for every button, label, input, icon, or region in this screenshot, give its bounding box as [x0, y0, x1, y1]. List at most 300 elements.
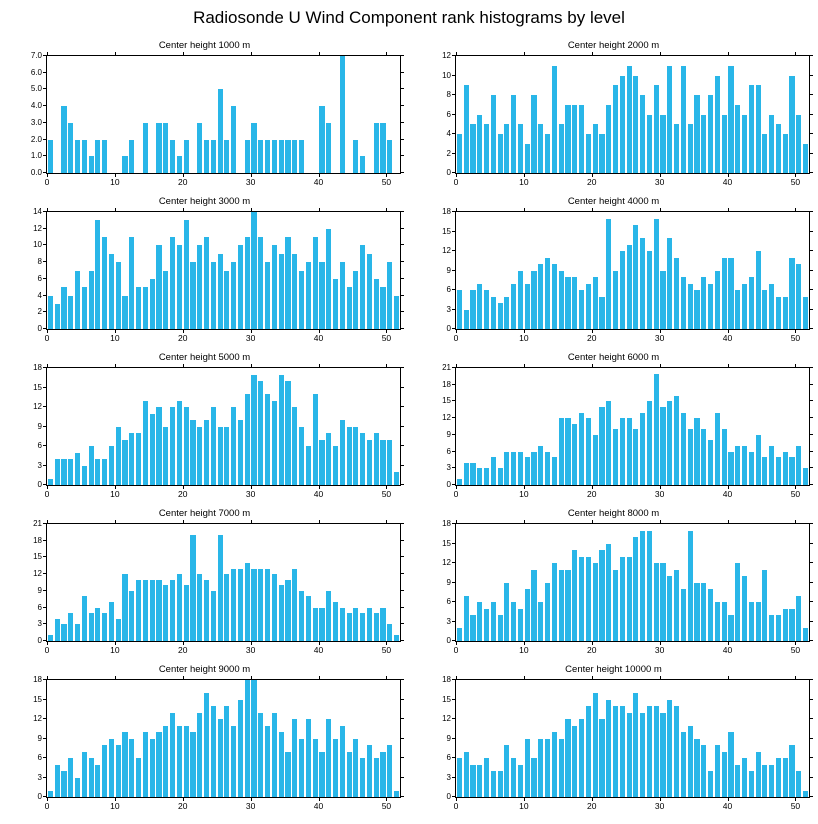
- x-axis-tick-label: 30: [245, 489, 256, 499]
- x-axis-tick-mark: [319, 364, 320, 368]
- histogram-bar: [756, 435, 761, 485]
- x-axis-tick-mark: [524, 208, 525, 212]
- histogram-bar: [803, 628, 808, 641]
- histogram-bar: [387, 262, 392, 329]
- histogram-bar: [251, 123, 256, 173]
- histogram-bar: [109, 602, 114, 641]
- histogram-bar: [116, 427, 121, 486]
- histogram-bar: [565, 277, 570, 329]
- histogram-bar: [525, 589, 530, 641]
- histogram-bar: [285, 752, 290, 798]
- histogram-bar: [722, 115, 727, 174]
- chart-panel: [0, 508, 409, 664]
- histogram-bar: [620, 76, 625, 174]
- histogram-bar: [95, 765, 100, 798]
- histogram-bar: [633, 693, 638, 797]
- histogram-bar: [728, 732, 733, 797]
- histogram-bar: [694, 95, 699, 173]
- histogram-bar: [660, 713, 665, 798]
- histogram-bar: [728, 452, 733, 485]
- x-axis-tick-mark: [524, 52, 525, 56]
- histogram-bar: [245, 563, 250, 641]
- y-axis-tick-label: 21: [442, 363, 451, 372]
- y-axis-tick-mark: [43, 573, 47, 574]
- histogram-bar: [238, 245, 243, 329]
- histogram-bar: [572, 277, 577, 329]
- x-axis-tick-mark: [592, 364, 593, 368]
- y-axis-tick-label: 0: [446, 324, 451, 333]
- y-axis-tick-mark: [809, 384, 813, 385]
- y-axis-tick-label: 15: [33, 694, 42, 704]
- y-axis-tick-mark: [809, 467, 813, 468]
- y-axis-tick-mark: [400, 590, 404, 591]
- histogram-bar: [525, 457, 530, 485]
- histogram-bar: [258, 569, 263, 641]
- histogram-bar: [613, 429, 618, 485]
- histogram-bar: [279, 140, 284, 173]
- x-axis-tick-label: 0: [44, 645, 50, 655]
- y-axis-tick-label: 0: [37, 480, 42, 489]
- histogram-bar: [150, 414, 155, 486]
- histogram-bar: [708, 440, 713, 485]
- x-axis-tick-mark: [319, 520, 320, 524]
- histogram-bar: [674, 570, 679, 642]
- x-axis-tick-mark: [251, 520, 252, 524]
- y-axis-tick-mark: [400, 738, 404, 739]
- histogram-bar: [735, 105, 740, 173]
- histogram-bar: [735, 563, 740, 641]
- histogram-bar: [803, 791, 808, 798]
- histogram-bar: [776, 758, 781, 797]
- histogram-bar: [599, 719, 604, 797]
- histogram-bar: [491, 771, 496, 797]
- histogram-bar: [265, 140, 270, 173]
- histogram-bar: [353, 140, 358, 173]
- histogram-bar: [313, 394, 318, 485]
- y-axis-tick-label: 5.0: [30, 84, 42, 94]
- histogram-bar: [360, 758, 365, 797]
- histogram-bar: [319, 608, 324, 641]
- chart-panel: [0, 40, 409, 196]
- histogram-bar: [477, 115, 482, 174]
- histogram-bar: [170, 713, 175, 798]
- y-axis-tick-mark: [43, 122, 47, 123]
- histogram-bar: [660, 407, 665, 485]
- histogram-bar: [292, 719, 297, 797]
- histogram-bar: [102, 140, 107, 173]
- x-axis-tick-label: 0: [453, 801, 459, 811]
- y-axis-tick-label: 6: [37, 441, 42, 451]
- panel-title: Center height 6000 m: [567, 352, 660, 363]
- x-axis-tick-label: 0: [44, 177, 50, 187]
- histogram-bar: [258, 381, 263, 485]
- histogram-bar: [197, 574, 202, 641]
- histogram-bar: [61, 459, 66, 485]
- histogram-bar: [484, 290, 489, 329]
- histogram-bar: [783, 452, 788, 485]
- x-axis-tick-label: 50: [790, 645, 801, 655]
- y-axis-tick-mark: [809, 211, 813, 212]
- y-axis-tick-mark: [43, 311, 47, 312]
- histogram-bar: [218, 89, 223, 173]
- panel-title: Center height 4000 m: [567, 196, 660, 207]
- histogram-bar: [48, 635, 53, 641]
- y-axis-tick-mark: [809, 400, 813, 401]
- histogram-bar: [667, 401, 672, 485]
- histogram-bar: [470, 615, 475, 641]
- y-axis-tick-label: 0: [446, 168, 451, 177]
- histogram-bar: [640, 531, 645, 642]
- histogram-bar: [190, 420, 195, 485]
- x-axis-tick-mark: [660, 52, 661, 56]
- x-axis-tick-mark: [47, 364, 48, 368]
- x-axis-tick-label: 40: [722, 645, 733, 655]
- histogram-bar: [586, 284, 591, 330]
- histogram-bar: [170, 237, 175, 329]
- histogram-bar: [109, 739, 114, 798]
- plot-area: [30, 51, 401, 187]
- x-axis-tick-label: 10: [519, 801, 529, 811]
- histogram-bar: [552, 563, 557, 641]
- panel-title: Center height 9000 m: [158, 664, 251, 675]
- x-axis-tick-label: 20: [587, 333, 597, 343]
- histogram-bar: [313, 237, 318, 329]
- histogram-bar: [347, 613, 352, 641]
- histogram-bar: [258, 237, 263, 329]
- x-axis-tick-mark: [456, 520, 457, 524]
- y-axis-tick-label: 0: [37, 324, 42, 333]
- histogram-bar: [374, 613, 379, 641]
- histogram-bar: [251, 569, 256, 641]
- y-axis-tick-mark: [43, 88, 47, 89]
- x-axis-tick-label: 50: [790, 801, 801, 811]
- histogram-bar: [722, 752, 727, 798]
- histogram-bar: [129, 739, 134, 798]
- histogram-bar: [347, 287, 352, 329]
- histogram-bar: [150, 580, 155, 641]
- histogram-bar: [299, 427, 304, 486]
- histogram-bar: [238, 420, 243, 485]
- histogram-bar: [579, 557, 584, 642]
- histogram-bar: [660, 271, 665, 330]
- histogram-bar: [374, 433, 379, 485]
- histogram-bar: [89, 271, 94, 330]
- histogram-bar: [708, 589, 713, 641]
- histogram-bar: [504, 297, 509, 330]
- x-axis-tick-label: 30: [654, 645, 665, 655]
- histogram-bar: [565, 105, 570, 173]
- x-axis-tick-label: 50: [790, 489, 801, 499]
- x-axis-tick-label: 0: [453, 489, 459, 499]
- y-axis-tick-label: 12: [442, 558, 451, 568]
- y-axis-tick-mark: [400, 607, 404, 608]
- x-axis-tick-label: 0: [453, 177, 459, 187]
- histogram-bar: [688, 429, 693, 485]
- histogram-bar: [742, 576, 747, 641]
- y-axis-tick-label: 14: [33, 207, 42, 216]
- y-axis-tick-mark: [809, 640, 813, 641]
- histogram-bar: [606, 105, 611, 173]
- histogram-bar: [681, 66, 686, 173]
- histogram-bar: [299, 271, 304, 330]
- histogram-bar: [333, 446, 338, 485]
- y-axis-tick-mark: [809, 699, 813, 700]
- histogram-bar: [143, 123, 148, 173]
- histogram-bar: [258, 713, 263, 798]
- histogram-bar: [143, 287, 148, 329]
- histogram-bar: [48, 791, 53, 798]
- histogram-bar: [735, 290, 740, 329]
- y-axis-tick-mark: [400, 261, 404, 262]
- y-axis-tick-mark: [400, 244, 404, 245]
- histogram-bar: [518, 452, 523, 485]
- panel-title: Center height 10000 m: [565, 664, 662, 675]
- histogram-bar: [681, 589, 686, 641]
- x-axis-tick-mark: [319, 676, 320, 680]
- histogram-bar: [184, 585, 189, 641]
- histogram-bar: [586, 706, 591, 797]
- histogram-bar: [593, 277, 598, 329]
- y-axis-tick-label: 12: [442, 413, 451, 423]
- chart-panel: [409, 352, 818, 508]
- histogram-bar: [258, 140, 263, 173]
- histogram-bar: [464, 463, 469, 485]
- y-axis-tick-label: 0: [446, 792, 451, 801]
- histogram-bar: [82, 140, 87, 173]
- y-axis-tick-label: 15: [442, 694, 451, 704]
- histogram-bar: [340, 262, 345, 329]
- x-axis-tick-label: 40: [722, 177, 733, 187]
- histogram-bar: [129, 433, 134, 485]
- y-axis-tick-label: 21: [33, 519, 42, 528]
- y-axis-tick-mark: [400, 88, 404, 89]
- histogram-bar: [545, 258, 550, 330]
- histogram-bar: [245, 140, 250, 173]
- histogram-bar: [170, 407, 175, 485]
- y-axis-tick-label: 3: [446, 772, 451, 782]
- histogram-bar: [48, 479, 53, 486]
- x-axis-tick-mark: [251, 52, 252, 56]
- histogram-bar: [715, 271, 720, 330]
- histogram-bar: [457, 758, 462, 797]
- y-axis-tick-label: 6: [446, 109, 451, 119]
- histogram-bar: [163, 427, 168, 486]
- histogram-bar: [498, 468, 503, 485]
- histogram-bar: [122, 156, 127, 173]
- histogram-bar: [776, 457, 781, 485]
- histogram-bar: [525, 284, 530, 330]
- panel-grid: [0, 40, 818, 824]
- x-axis-tick-mark: [386, 364, 387, 368]
- histogram-bar: [735, 765, 740, 798]
- y-axis-tick-mark: [43, 445, 47, 446]
- histogram-bar: [545, 452, 550, 485]
- histogram-bar: [464, 752, 469, 798]
- histogram-bar: [674, 396, 679, 485]
- histogram-bar: [319, 262, 324, 329]
- x-axis-tick-label: 20: [587, 801, 597, 811]
- histogram-bar: [776, 124, 781, 173]
- histogram-bar: [231, 569, 236, 641]
- histogram-bar: [177, 574, 182, 641]
- histogram-bar: [211, 706, 216, 797]
- histogram-bar: [122, 574, 127, 641]
- y-axis-tick-label: 8: [37, 257, 42, 267]
- y-axis-tick-mark: [809, 757, 813, 758]
- histogram-bar: [545, 739, 550, 798]
- y-axis-tick-mark: [809, 434, 813, 435]
- histogram-bar: [136, 287, 141, 329]
- histogram-bar: [498, 134, 503, 173]
- x-axis-tick-label: 40: [722, 333, 733, 343]
- y-axis-tick-label: 6: [446, 753, 451, 763]
- x-axis-tick-label: 10: [110, 333, 120, 343]
- histogram-bar: [722, 258, 727, 330]
- histogram-bar: [694, 583, 699, 642]
- y-axis-tick-mark: [452, 75, 456, 76]
- histogram-bar: [380, 752, 385, 798]
- y-axis-tick-label: 12: [442, 51, 451, 60]
- histogram-bar: [531, 570, 536, 642]
- x-axis-tick-label: 20: [178, 489, 188, 499]
- y-axis-tick-mark: [809, 367, 813, 368]
- x-axis-tick-mark: [47, 520, 48, 524]
- histogram-bar: [789, 609, 794, 642]
- histogram-bar: [387, 140, 392, 173]
- y-axis-tick-mark: [400, 406, 404, 407]
- histogram-bar: [68, 758, 73, 797]
- x-axis-tick-label: 40: [722, 489, 733, 499]
- histogram-bar: [660, 563, 665, 641]
- y-axis-tick-mark: [452, 562, 456, 563]
- histogram-bar: [491, 297, 496, 330]
- y-axis-tick-label: 6: [37, 273, 42, 283]
- y-axis-tick-mark: [400, 122, 404, 123]
- histogram-bar: [387, 745, 392, 797]
- y-axis-tick-mark: [43, 623, 47, 624]
- histogram-bar: [89, 156, 94, 173]
- histogram-bar: [367, 608, 372, 641]
- histogram-bar: [498, 771, 503, 797]
- x-axis-tick-mark: [386, 676, 387, 680]
- histogram-bar: [272, 401, 277, 486]
- y-axis-tick-label: 18: [33, 363, 42, 372]
- histogram-bar: [197, 123, 202, 173]
- bar-series: [47, 56, 400, 173]
- x-axis-tick-mark: [47, 208, 48, 212]
- histogram-bar: [538, 446, 543, 485]
- y-axis-tick-mark: [809, 153, 813, 154]
- panel-title: Center height 7000 m: [158, 508, 251, 519]
- histogram-bar: [211, 591, 216, 641]
- histogram-bar: [204, 693, 209, 797]
- histogram-bar: [525, 144, 530, 173]
- histogram-bar: [756, 752, 761, 798]
- histogram-bar: [756, 602, 761, 641]
- histogram-bar: [177, 401, 182, 486]
- histogram-bar: [667, 238, 672, 329]
- x-axis-tick-label: 50: [381, 177, 392, 187]
- histogram-bar: [387, 624, 392, 641]
- y-axis-tick-mark: [809, 484, 813, 485]
- x-axis-tick-mark: [524, 676, 525, 680]
- y-axis-tick-mark: [809, 796, 813, 797]
- x-axis-tick-mark: [795, 208, 796, 212]
- y-axis-tick-mark: [452, 270, 456, 271]
- histogram-bar: [353, 271, 358, 330]
- histogram-bar: [82, 596, 87, 641]
- x-axis-tick-label: 40: [722, 801, 733, 811]
- histogram-bar: [394, 791, 399, 798]
- histogram-bar: [599, 407, 604, 485]
- histogram-bar: [694, 418, 699, 485]
- histogram-bar: [326, 719, 331, 797]
- y-axis-tick-label: 18: [442, 519, 451, 528]
- y-axis-tick-mark: [400, 796, 404, 797]
- x-axis-tick-mark: [319, 208, 320, 212]
- histogram-bar: [231, 726, 236, 798]
- histogram-bar: [102, 459, 107, 485]
- histogram-bar: [184, 220, 189, 329]
- y-axis-tick-label: 10: [33, 240, 42, 250]
- y-axis-tick-mark: [400, 426, 404, 427]
- y-axis-tick-mark: [400, 445, 404, 446]
- y-axis-tick-label: 4: [446, 129, 451, 139]
- histogram-bar: [559, 271, 564, 330]
- y-axis-tick-mark: [452, 718, 456, 719]
- histogram-bar: [477, 765, 482, 798]
- histogram-bar: [627, 66, 632, 173]
- y-axis-tick-label: 18: [33, 535, 42, 545]
- histogram-bar: [796, 115, 801, 174]
- histogram-bar: [136, 758, 141, 797]
- bar-series: [47, 368, 400, 485]
- histogram-bar: [654, 219, 659, 330]
- y-axis-tick-label: 6: [446, 285, 451, 295]
- histogram-bar: [245, 394, 250, 485]
- histogram-bar: [102, 237, 107, 329]
- x-axis-tick-mark: [728, 676, 729, 680]
- histogram-bar: [606, 544, 611, 642]
- bar-series: [47, 524, 400, 641]
- x-axis-tick-mark: [386, 208, 387, 212]
- y-axis-tick-mark: [452, 738, 456, 739]
- histogram-bar: [68, 459, 73, 485]
- histogram-bar: [218, 254, 223, 329]
- y-axis-tick-label: 9: [446, 577, 451, 587]
- histogram-bar: [333, 279, 338, 329]
- y-axis-tick-mark: [43, 155, 47, 156]
- histogram-bar: [552, 264, 557, 329]
- x-axis-tick-label: 50: [381, 645, 392, 655]
- histogram-bar: [394, 472, 399, 485]
- histogram-bar: [620, 418, 625, 485]
- y-axis-tick-mark: [809, 114, 813, 115]
- histogram-bar: [75, 271, 80, 330]
- histogram-bar: [285, 381, 290, 485]
- y-axis-tick-mark: [809, 172, 813, 173]
- histogram-bar: [48, 140, 53, 173]
- histogram-bar: [143, 401, 148, 486]
- histogram-bar: [340, 420, 345, 485]
- x-axis-tick-mark: [795, 52, 796, 56]
- y-axis-tick-mark: [400, 211, 404, 212]
- y-axis-tick-mark: [400, 640, 404, 641]
- y-axis-tick-label: 12: [33, 569, 42, 579]
- histogram-bar: [68, 613, 73, 641]
- histogram-bar: [457, 290, 462, 329]
- histogram-bar: [606, 401, 611, 485]
